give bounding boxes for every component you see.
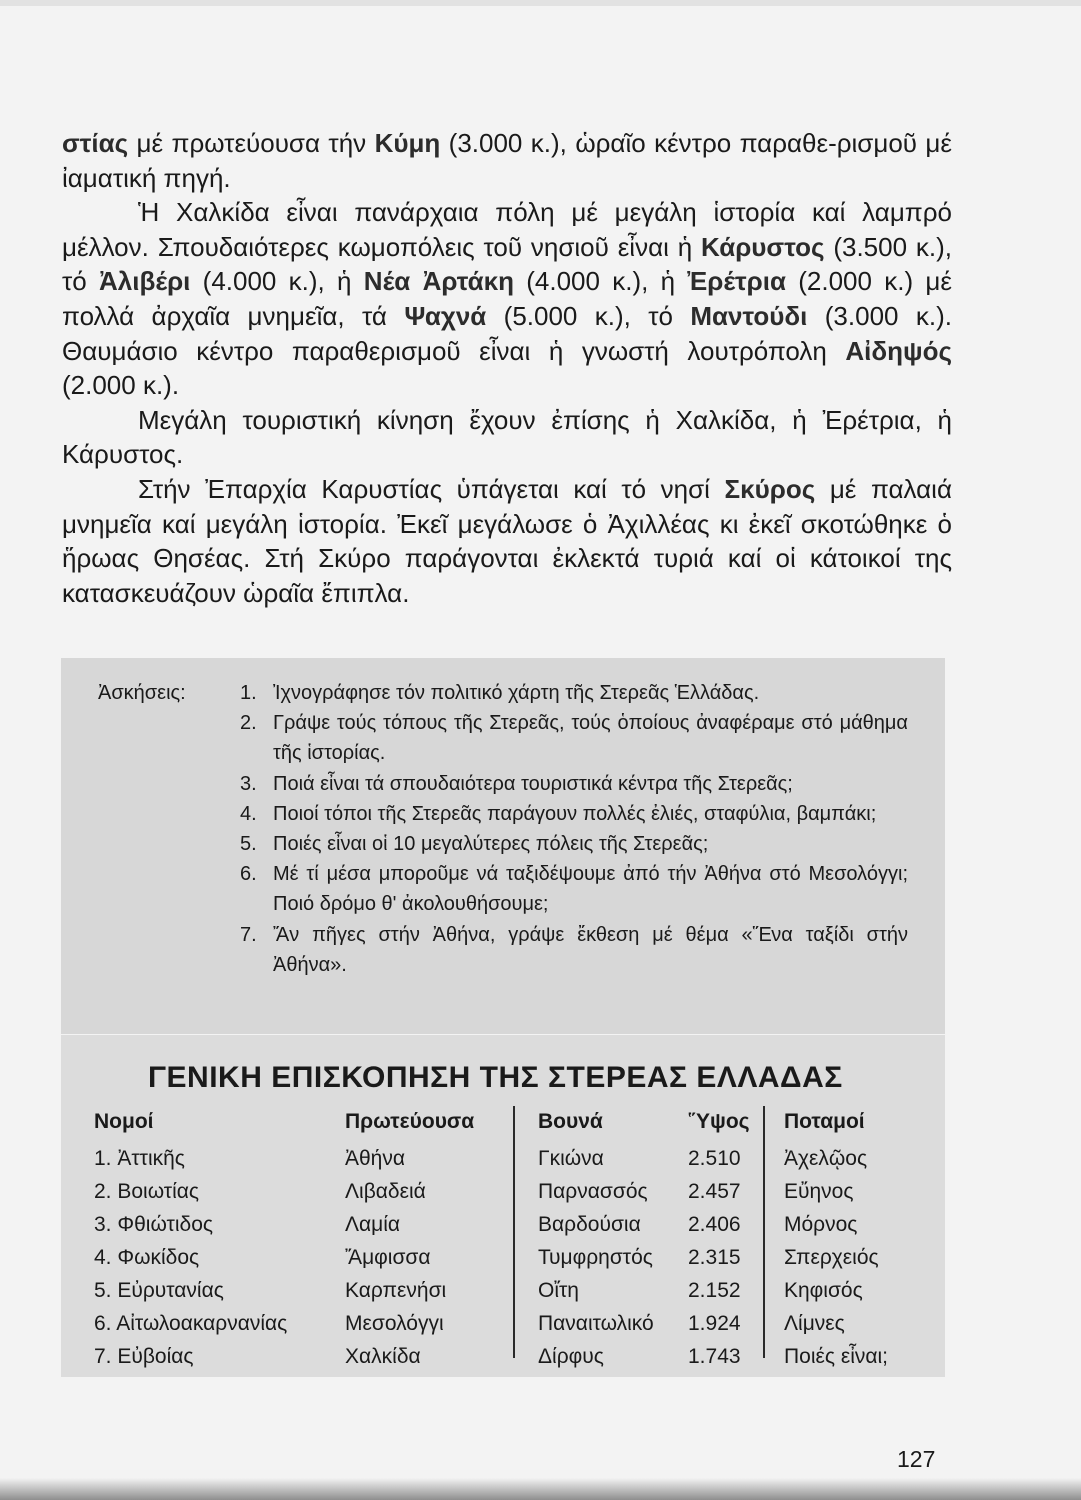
exercise-text: Ποιοί τόποι τῆς Στερεᾶς παράγουν πολλές ἐλιές, σταφύλια, βαμπάκι; xyxy=(273,802,877,825)
capital-cell: Ἄμφισσα xyxy=(345,1246,431,1269)
paragraph xyxy=(62,195,952,403)
capital-cell: Ἀθήνα xyxy=(345,1147,406,1170)
header-mountains: Βουνά xyxy=(538,1110,603,1133)
exercise-item xyxy=(240,708,908,768)
prefecture-cell: 1. Ἀττικῆς xyxy=(94,1147,185,1170)
exercise-text: Μέ τί μέσα μποροῦμε νά ταξιδέψουμε ἀπό τήν Ἀθήνα στό Μεσολόγγι; Ποιό δρόμο θ' ἀκολουθήσουμε; xyxy=(273,863,908,916)
capital-cell: Λαμία xyxy=(345,1213,401,1236)
prefecture-cell: 6. Αἰτωλοακαρνανίας xyxy=(94,1312,288,1335)
river-cell: Ἀχελῷος xyxy=(784,1147,868,1170)
paragraph xyxy=(62,126,952,195)
exercise-text: Ποιά εἶναι τά σπουδαιότερα τουριστικά κέντρα τῆς Στερεᾶς; xyxy=(273,772,793,795)
text-run: (2.000 κ.). xyxy=(62,370,180,401)
place-name: Σκύρος xyxy=(724,473,816,504)
page-number: 127 xyxy=(897,1446,936,1472)
header-prefectures: Νομοί xyxy=(94,1110,154,1133)
exercises-label: Ἀσκήσεις: xyxy=(98,682,186,704)
place-name: Ψαχνά xyxy=(404,300,487,331)
exercise-number: 1. xyxy=(240,682,257,704)
prefecture-cell: 2. Βοιωτίας xyxy=(94,1180,200,1203)
mountain-cell: Τυμφρηστός xyxy=(538,1246,653,1269)
prefecture-cell: 3. Φθιώτιδος xyxy=(94,1213,213,1236)
text-run: (4.000 κ.), ἡ xyxy=(513,266,688,297)
river-cell: Κηφισός xyxy=(784,1279,863,1302)
paragraph xyxy=(62,472,952,610)
bottom-scan-edge xyxy=(0,1478,1081,1500)
altitude-cell: 2.457 xyxy=(688,1180,741,1203)
text-run: Ἡ Χαλκίδα εἶναι πανάρχαια πόλη μέ μεγάλη ἱστορία καί λαμπρό μέλλον. Σπουδαιότερες κωμοπόλεις τοῦ νησιοῦ εἶναι ἡ xyxy=(62,197,952,262)
column-divider xyxy=(763,1106,765,1358)
text-run: (3.500 κ.), τό xyxy=(62,231,952,297)
mountain-cell: Δίρφυς xyxy=(538,1345,604,1368)
altitude-cell: 2.406 xyxy=(688,1213,741,1236)
place-name: Κύμη xyxy=(374,128,441,158)
river-cell: Λίμνες xyxy=(784,1312,845,1335)
exercise-item xyxy=(240,769,908,799)
capital-cell: Καρπενήσι xyxy=(345,1279,447,1302)
river-cell: Μόρνος xyxy=(784,1213,858,1236)
mountain-cell: Παρνασσός xyxy=(538,1180,648,1203)
exercise-number: 4. xyxy=(240,802,257,825)
exercise-number: 7. xyxy=(240,923,257,946)
altitude-cell: 1.743 xyxy=(688,1345,741,1368)
place-name: Μαντούδι xyxy=(690,300,808,331)
exercise-text: Ποιές εἶναι οἱ 10 μεγαλύτερες πόλεις τῆς Στερεᾶς; xyxy=(273,833,709,856)
text-run: (2.000 κ.) μέ πολλά ἀρχαῖα μνημεῖα, τά xyxy=(62,266,952,331)
altitude-cell: 2.152 xyxy=(688,1279,741,1302)
river-cell: Σπερχειός xyxy=(784,1246,879,1269)
place-name: Κάρυστος xyxy=(701,231,825,262)
place-name: Ἐρέτρια xyxy=(687,266,786,297)
capital-cell: Λιβαδειά xyxy=(345,1180,426,1203)
place-name: Ἀλιβέρι xyxy=(99,266,191,297)
header-altitude: Ὕψος xyxy=(688,1110,750,1133)
altitude-cell: 1.924 xyxy=(688,1312,741,1335)
place-name: στίας xyxy=(62,128,129,158)
river-cell: Ποιές εἶναι; xyxy=(784,1345,888,1368)
body-text xyxy=(62,126,952,610)
mountain-cell: Γκιώνα xyxy=(538,1147,604,1170)
exercise-number: 2. xyxy=(240,712,257,735)
prefecture-cell: 4. Φωκίδος xyxy=(94,1246,200,1269)
text-run: (3.000 κ.). Θαυμάσιο κέντρο παραθερισμοῦ εἶναι ἡ γνωστή λουτρόπολη xyxy=(62,300,952,366)
text-run: (3.000 κ.), ὡραῖο κέντρο παραθε-ρισμοῦ μέ ἰαματική πηγή. xyxy=(62,128,952,193)
header-rivers: Ποταμοί xyxy=(784,1110,865,1133)
exercise-number: 5. xyxy=(240,833,257,856)
exercise-item xyxy=(240,920,908,980)
altitude-cell: 2.510 xyxy=(688,1147,741,1170)
exercise-text: Ἰχνογράφησε τόν πολιτικό χάρτη τῆς Στερεᾶς Ἑλλάδας. xyxy=(273,682,760,704)
mountain-cell: Παναιτωλικό xyxy=(538,1312,654,1335)
place-name: Νέα Ἀρτάκη xyxy=(363,266,514,297)
prefecture-cell: 5. Εὐρυτανίας xyxy=(94,1279,224,1302)
altitude-cell: 2.315 xyxy=(688,1246,741,1269)
exercise-item xyxy=(240,799,908,829)
exercise-number: 6. xyxy=(240,863,257,886)
mountain-cell: Βαρδούσια xyxy=(538,1213,641,1236)
capital-cell: Μεσολόγγι xyxy=(345,1312,444,1335)
header-capital: Πρωτεύουσα xyxy=(345,1110,475,1133)
place-name: Αἰδηψός xyxy=(845,335,952,366)
mountain-cell: Οἴτη xyxy=(538,1279,579,1302)
column-divider xyxy=(513,1106,515,1358)
river-cell: Εὔηνος xyxy=(784,1180,854,1203)
paragraph xyxy=(62,403,952,472)
exercise-text: Ἄν πῆγες στήν Ἀθήνα, γράψε ἔκθεση μέ θέμα «Ἕνα ταξίδι στήν Ἀθήνα». xyxy=(273,923,908,976)
exercise-number: 3. xyxy=(240,772,257,795)
exercise-item xyxy=(240,859,908,919)
text-run: (5.000 κ.), τό xyxy=(486,300,691,331)
exercises-list xyxy=(240,678,908,980)
exercise-text: Γράψε τούς τόπους τῆς Στερεᾶς, τούς ὁποίους ἀναφέραμε στό μάθημα τῆς ἱστορίας. xyxy=(273,712,908,765)
capital-cell: Χαλκίδα xyxy=(345,1345,421,1368)
exercise-item xyxy=(240,678,908,708)
top-scan-edge xyxy=(0,0,1081,6)
exercise-item xyxy=(240,829,908,859)
text-run: μέ παλαιά μνημεῖα καί μεγάλη ἱστορία. Ἐκεῖ μεγάλωσε ὁ Ἀχιλλέας κι ἐκεῖ σκοτώθηκε ὁ ἥρωας Θησέας. Στή Σκύρο παράγονται ἐκλεκτά τυριά καί οἱ κάτοικοί της κατασκευάζουν ὡραῖα ἔπιπλα. xyxy=(62,473,952,608)
text-run: Μεγάλη τουριστική κίνηση ἔχουν ἐπίσης ἡ Χαλκίδα, ἡ Ἐρέτρια, ἡ Κάρυστος. xyxy=(62,404,952,470)
text-run: Στήν Ἐπαρχία Καρυστίας ὑπάγεται καί τό νησί xyxy=(138,473,725,504)
prefecture-cell: 7. Εὐβοίας xyxy=(94,1345,194,1368)
text-run: (4.000 κ.), ἡ xyxy=(190,266,364,297)
text-run: μέ πρωτεύουσα τήν xyxy=(128,128,375,158)
summary-title: ΓΕΝΙΚΗ ΕΠΙΣΚΟΠΗΣΗ ΤΗΣ ΣΤΕΡΕΑΣ ΕΛΛΑΔΑΣ xyxy=(148,1061,843,1094)
